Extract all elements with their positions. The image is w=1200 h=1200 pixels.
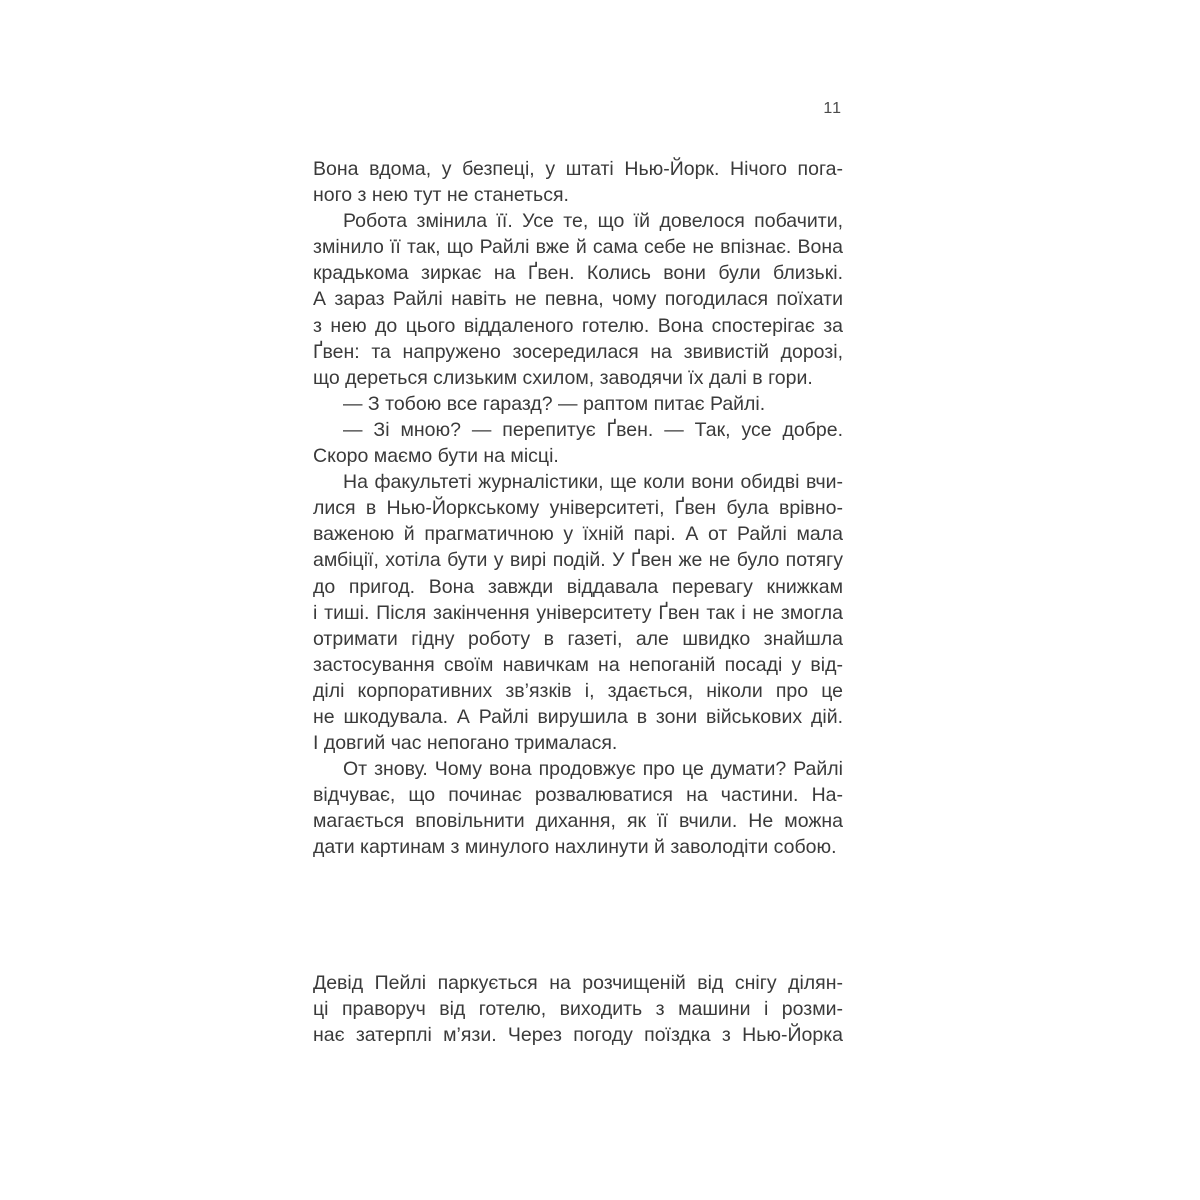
text-line: магається вповільнити дихання, як її вчили. Не можна <box>313 810 843 833</box>
text-line: — Зі мною? — перепитує Ґвен. — Так, усе добре. <box>343 418 843 441</box>
text-line: І довгий час непогано трималася. <box>313 732 618 755</box>
text-line: нає затерплі м’язи. Через погоду поїздка з Нью-Йорка <box>313 1024 843 1047</box>
text-line: Девід Пейлі паркується на розчищеній від снігу ділян- <box>313 972 843 994</box>
text-line: до пригод. Вона завжди віддавала перевагу книжкам <box>313 575 843 598</box>
text-line: крадькома зиркає на Ґвен. Колись вони були близькі. <box>313 262 843 285</box>
text-line: ділі корпоративних зв’язків і, здається, ніколи про це <box>313 679 843 702</box>
text-section-2 <box>313 970 843 1048</box>
text-line: лися в Нью-Йоркському університеті, Ґвен була врівно- <box>313 497 843 520</box>
text-line: ці праворуч від готелю, виходить з машини і розми- <box>313 998 843 1021</box>
text-line: Скоро маємо бути на місці. <box>313 445 559 468</box>
text-line: Вона вдома, у безпеці, у штаті Нью-Йорк. Нічого пога- <box>313 158 843 180</box>
text-line: не шкодувала. А Райлі вирушила в зони військових дій. <box>313 705 843 728</box>
text-line: На факультеті журналістики, ще коли вони обидві вчи- <box>343 471 843 494</box>
text-line: з нею до цього віддаленого готелю. Вона спостерігає за <box>313 314 843 337</box>
text-line: і тиші. Після закінчення університету Ґвен так і не змогла <box>313 601 843 624</box>
text-line: важеною й прагматичною у їхній парі. А от Райлі мала <box>313 523 843 546</box>
text-line: А зараз Райлі навіть не певна, чому погодилася поїхати <box>313 288 843 311</box>
page-number: 11 <box>823 100 842 117</box>
text-line: відчуває, що починає розвалюватися на частини. На- <box>313 784 843 807</box>
text-line: Робота змінила її. Усе те, що їй довелося побачити, <box>343 210 843 233</box>
text-line: Ґвен: та напружено зосередилася на звивистій дорозі, <box>313 340 843 363</box>
text-line: амбіції, хотіла бути у вирі подій. У Ґвен же не було потягу <box>313 549 843 572</box>
text-line: ного з нею тут не станеться. <box>313 184 569 207</box>
text-line: що дереться слизьким схилом, заводячи їх далі в гори. <box>313 366 813 389</box>
text-line: От знову. Чому вона продовжує про це думати? Райлі <box>343 758 843 781</box>
text-line: — З тобою все гаразд? — раптом питає Райлі. <box>343 392 766 415</box>
text-line: отримати гідну роботу в газеті, але швидко знайшла <box>313 627 843 650</box>
text-section-1 <box>313 156 843 861</box>
text-line: застосування своїм навичкам на непоганій посаді у від- <box>313 653 843 676</box>
text-line: змінило її так, що Райлі вже й сама себе не впізнає. Вона <box>313 236 843 259</box>
text-line: дати картинам з минулого нахлинути й заволодіти собою. <box>313 836 837 859</box>
